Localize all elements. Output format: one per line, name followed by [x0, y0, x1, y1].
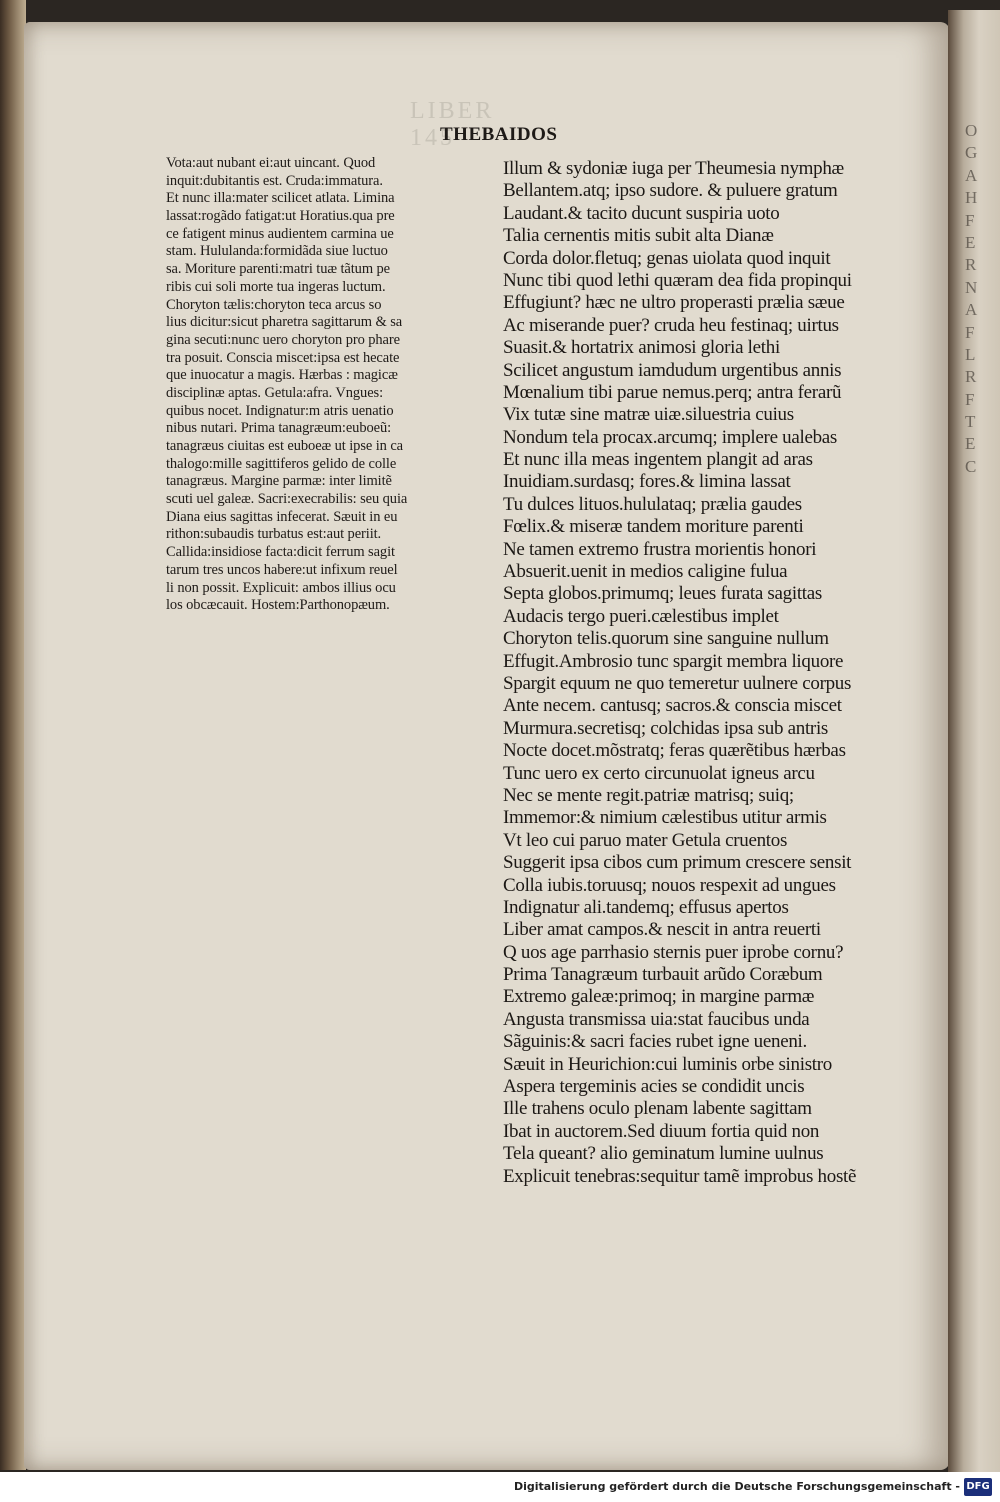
commentary-line: sa. Moriture parenti:matri tuæ tãtum pe — [166, 261, 391, 278]
verse-line: Effugit.Ambrosio tunc spargit membra liquore — [503, 650, 844, 672]
commentary-line: gina secuti:nunc uero choryton pro phare — [166, 331, 400, 348]
commentary-line: tra posuit. Conscia miscet:ipsa est hecate — [166, 349, 400, 366]
verse-line: Ille trahens oculo plenam labente sagittam — [503, 1098, 812, 1120]
verse-line: Nondum tela procax.arcumq; implere ualebas — [503, 426, 838, 448]
verse-line: Ibat in auctorem.Sed diuum fortia quid non — [503, 1120, 820, 1142]
commentary-column — [166, 155, 486, 615]
commentary-line: lassat:rogãdo fatigat:ut Horatius.qua pre — [166, 208, 395, 225]
verse-line: Corda dolor.fletuq; genas uiolata quod inquit — [503, 247, 831, 269]
verse-line: Indignatur ali.tandemq; effusus apertos — [503, 896, 789, 918]
verse-line: Q uos age parrhasio sternis puer iprobe cornu? — [503, 941, 844, 963]
commentary-line: tarum tres uncos habere:ut infixum reuel — [166, 561, 398, 578]
commentary-line: disciplinæ aptas. Getula:afra. Vngues: — [166, 384, 384, 401]
verse-line: Angusta transmissa uia:stat faucibus unda — [503, 1008, 810, 1030]
commentary-line: que inuocatur a magis. Hærbas : magicæ — [166, 367, 398, 384]
verse-line: Nocte docet.mõstratq; feras quærẽtibus hærbas — [503, 740, 846, 762]
verse-line: Suggerit ipsa cibos cum primum crescere sensit — [503, 852, 852, 874]
commentary-line: tanagræus ciuitas est euboeæ ut ipse in ca — [166, 438, 404, 454]
verse-line: Effugiunt? hæc ne ultro properasti prælia sæue — [503, 292, 845, 314]
verse-line: Sæuit in Heurichion:cui luminis orbe sinistro — [503, 1053, 833, 1075]
commentary-line: quibus nocet. Indignatur:m atris uenatio — [166, 402, 394, 419]
verse-line: Aspera tergeminis acies se condidit uncis — [503, 1076, 805, 1098]
verse-line: Spargit equum ne quo temeretur uulnere corpus — [503, 672, 852, 694]
poem-column — [503, 158, 943, 1188]
verse-line: Ante necem. cantusq; sacros.& conscia miscet — [503, 695, 842, 717]
verse-line: Explicuit tenebras:sequitur tamẽ improbus hostẽ — [503, 1165, 857, 1187]
commentary-line: stam. Hululanda:formidãda siue luctuo — [166, 243, 388, 260]
verse-line: Absuerit.uenit in medios caligine fulua — [503, 561, 788, 583]
verse-line: Nunc tibi quod lethi quæram dea fida propinqui — [503, 269, 852, 291]
commentary-line: tanagræus. Margine parmæ: inter limitẽ — [166, 473, 392, 490]
verse-line: Laudant.& tacito ducunt suspiria uoto — [503, 202, 780, 224]
commentary-line: Callida:insidiose facta:dicit ferrum sagit — [166, 544, 395, 561]
verse-line: Vt leo cui paruo mater Getula cruentos — [503, 829, 788, 851]
verse-line: Tu dulces lituos.hululataq; prælia gaudes — [503, 493, 802, 515]
commentary-line: thalogo:mille sagittiferos gelido de colle — [166, 455, 397, 472]
commentary-line: Choryton tælis:choryton teca arcus so — [166, 296, 382, 313]
verse-line: Bellantem.atq; ipso sudore. & puluere gratum — [503, 180, 838, 202]
commentary-line: ribis cui soli morte tua ingeras luctum. — [166, 278, 386, 295]
facing-page-bleed: O G A H F E R N A F L R F T E C — [965, 121, 978, 476]
verse-line: Tunc uero ex certo circunuolat igneus arcu — [503, 762, 815, 784]
verse-line: Tela queant? alio geminatum lumine uulnus — [503, 1143, 824, 1165]
verse-line: Prima Tanagræum turbauit arũdo Coræbum — [503, 964, 823, 986]
verse-line: Choryton telis.quorum sine sanguine nullum — [503, 628, 829, 650]
verse-line: Liber amat campos.& nescit in antra reuerti — [503, 919, 821, 941]
verse-line: Extremo galeæ:primoq; in margine parmæ — [503, 986, 815, 1008]
verse-line: Colla iubis.toruusq; nouos respexit ad ungues — [503, 874, 836, 896]
commentary-line: lius dicitur:sicut pharetra sagittarum & sa — [166, 314, 403, 331]
commentary-line: inquit:dubitantis est. Cruda:immatura. — [166, 172, 383, 189]
verse-line: Scilicet angustum iamdudum urgentibus annis — [503, 359, 842, 381]
verse-line: Sãguinis:& sacri facies rubet igne ueneni. — [503, 1031, 807, 1053]
verse-line: Inuidiam.surdasq; fores.& limina lassat — [503, 471, 791, 493]
commentary-line: li non possit. Explicuit: ambos illius ocu — [166, 579, 396, 596]
verse-line: Talia cernentis mitis subit alta Dianæ — [503, 225, 774, 247]
commentary-line: scuti uel galeæ. Sacri:execrabilis: seu quia — [166, 491, 408, 508]
dfg-logo: DFG — [964, 1478, 992, 1496]
verse-line: Ne tamen extremo frustra morientis honori — [503, 538, 817, 560]
running-header: THEBAIDOS — [440, 124, 558, 145]
verse-line: Immemor:& nimium cælestibus utitur armis — [503, 807, 827, 829]
verse-line: Fœlix.& miseræ tandem moriture parenti — [503, 516, 804, 538]
commentary-line: los obcæcauit. Hostem:Parthonopæum. — [166, 597, 390, 614]
verse-line: Nec se mente regit.patriæ matrisq; suiq; — [503, 784, 794, 806]
verse-line: Ac miserande puer? cruda heu festinaq; uirtus — [503, 314, 839, 336]
book-edge-left — [0, 0, 26, 1470]
verse-line: Audacis tergo pueri.cælestibus implet — [503, 605, 779, 627]
commentary-line: Et nunc illa:mater scilicet atlata. Limina — [166, 190, 395, 207]
verse-line: Illum & sydoniæ iuga per Theumesia nymphæ — [503, 158, 844, 179]
commentary-line: Diana eius sagittas infecerat. Sæuit in eu — [166, 508, 398, 525]
commentary-line: Vota:aut nubant ei:aut uincant. Quod — [166, 155, 376, 171]
commentary-line: rithon:subaudis turbatus est:aut periit. — [166, 526, 382, 543]
verse-line: Vix tutæ sine matræ uiæ.siluestria cuius — [503, 404, 794, 426]
footer-credit: Digitalisierung gefördert durch die Deutsche Forschungsgemeinschaft - — [513, 1480, 960, 1493]
commentary-line: nibus nutari. Prima tanagræum:euboeũ: — [166, 420, 392, 437]
verse-line: Murmura.secretisq; colchidas ipsa sub antris — [503, 717, 829, 739]
verse-line: Mœnalium tibi parue nemus.perq; antra ferarũ — [503, 381, 842, 403]
show-through-ghost: LIBER 145 — [410, 98, 513, 151]
verse-line: Septa globos.primumq; leues furata sagittas — [503, 583, 823, 605]
verse-line: Et nunc illa meas ingentem plangit ad aras — [503, 449, 813, 471]
verse-line: Suasit.& hortatrix animosi gloria lethi — [503, 337, 780, 359]
commentary-line: ce fatigent minus audientem carmina ue — [166, 225, 394, 242]
show-through-ghost-text — [170, 642, 470, 702]
